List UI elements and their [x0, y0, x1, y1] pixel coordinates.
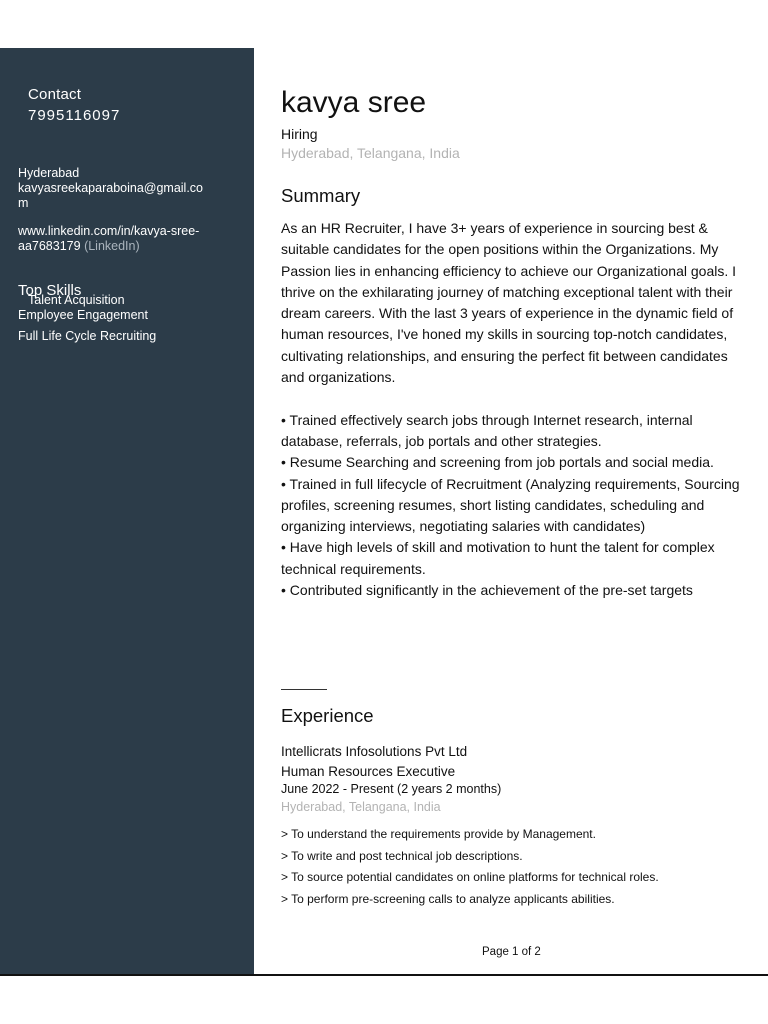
job-location: Hyderabad, Telangana, India: [281, 800, 441, 814]
job-dates: June 2022 - Present (2 years 2 months): [281, 782, 502, 796]
candidate-location: Hyderabad, Telangana, India: [281, 145, 460, 161]
summary-bullet: • Trained in full lifecycle of Recruitment (Analyzing requirements, Sourcing profiles, screening resumes, short listing candidates, scheduling and organizing interviews, negotiating salaries with candidates): [281, 475, 740, 535]
email-address[interactable]: kavyasreekaparaboina@gmail.com: [18, 181, 204, 210]
page-number: Page 1 of 2: [482, 946, 541, 958]
resume-page: [0, 48, 768, 976]
skill-item: Employee Engagement: [18, 308, 148, 322]
experience-heading: Experience: [281, 705, 374, 726]
duty-item: > To write and post technical job descriptions.: [281, 848, 523, 863]
skill-item: Full Life Cycle Recruiting: [18, 329, 157, 343]
summary-bullet: • Have high levels of skill and motivation to hunt the talent for complex technical requirements.: [281, 539, 715, 577]
contact-city: Hyderabad: [18, 166, 80, 180]
summary-heading: Summary: [281, 185, 361, 206]
linkedin-link[interactable]: [18, 224, 230, 254]
job-title: Human Resources Executive: [281, 764, 456, 779]
duty-item: > To perform pre-screening calls to analyze applicants abilities.: [281, 892, 615, 907]
job-duties: [281, 824, 741, 911]
duty-item: > To understand the requirements provide by Management.: [281, 827, 596, 841]
summary-paragraph: As an HR Recruiter, I have 3+ years of experience in sourcing best & suitable candidates for the open positions within the Organizations. My Passion lies in enhancing efficiency to achieve our Organizational goals. I thrive on the exhilarating journey of matching exceptional talent with their dream careers. With the last 3 years of experience in the dynamic field of human resources, I've honed my skills in sourcing top-notch candidates, cultivating relationships, and ensuring the perfect fit between candidates and organizations.: [281, 220, 737, 386]
phone-number: 7995116097: [28, 107, 121, 124]
linkedin-url[interactable]: www.linkedin.com/in/kavya-sree-aa7683179: [18, 224, 200, 253]
candidate-name: kavya sree: [281, 86, 427, 119]
section-divider: [281, 689, 327, 690]
summary-bullet: • Trained effectively search jobs through Internet research, internal database, referrals, job portals and other strategies.: [281, 411, 693, 449]
paragraph-gap: [281, 388, 741, 409]
duty-item: > To source potential candidates on online platforms for technical roles.: [281, 870, 659, 885]
summary-bullet: • Contributed significantly in the achievement of the pre-set targets: [281, 582, 693, 599]
linkedin-label: (LinkedIn): [84, 239, 140, 253]
summary-body: [281, 218, 741, 601]
summary-bullet: • Resume Searching and screening from job portals and social media.: [281, 454, 714, 471]
skill-item: Talent Acquisition: [28, 293, 125, 307]
top-skills-heading: Top Skills: [18, 282, 82, 299]
headline: Hiring: [281, 126, 318, 142]
company-name: Intellicrats Infosolutions Pvt Ltd: [281, 744, 468, 759]
sidebar: [0, 48, 254, 974]
contact-heading: Contact: [28, 86, 82, 103]
